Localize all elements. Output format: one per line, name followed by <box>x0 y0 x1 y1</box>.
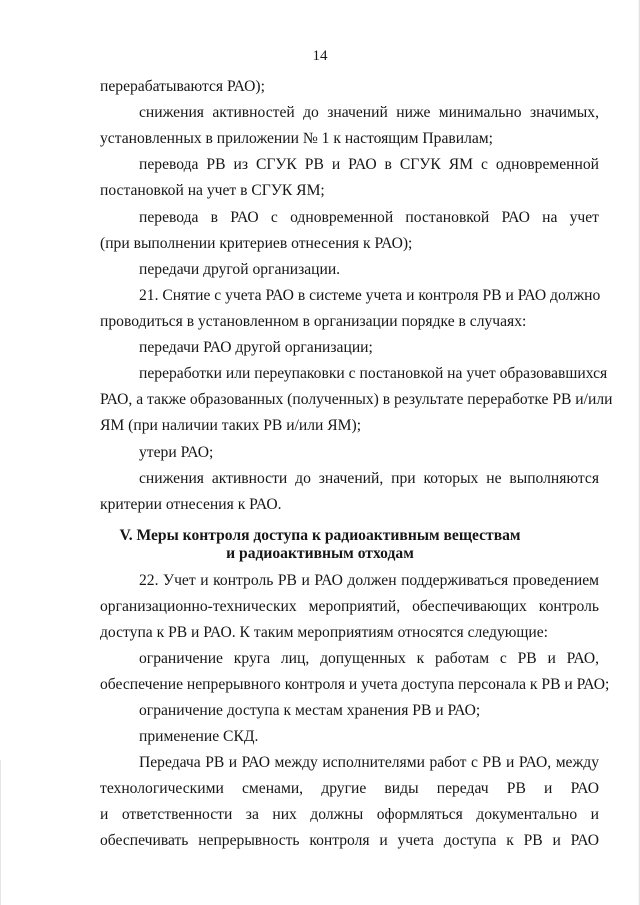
text-line: проводиться в установленном в организации порядке в случаях: <box>100 313 527 330</box>
text-line: применение СКД. <box>139 728 259 745</box>
text-line: и ответственности за них должны оформляться документально и <box>100 806 599 823</box>
text-line: перевода РВ из СГУК РВ и РАО в СГУК ЯМ с одновременной <box>139 156 599 173</box>
page-number: 14 <box>312 48 328 64</box>
text-line: обеспечение непрерывного контроля и учета доступа персонала к РВ и РАО; <box>100 676 610 693</box>
text-line: снижения активности до значений, при которых не выполняются <box>139 470 599 487</box>
text-line: РАО, а также образованных (полученных) в результате переработке РВ и/или <box>100 391 613 408</box>
text-line: технологическими сменами, другие виды передач РВ и РАО <box>100 780 599 797</box>
text-line: снижения активностей до значений ниже минимально значимых, <box>139 104 599 121</box>
text-line: передачи другой организации. <box>139 261 341 278</box>
text-line: перевода в РАО с одновременной постановкой РАО на учет <box>139 209 599 226</box>
text-line: передачи РАО другой организации; <box>139 339 373 356</box>
text-line: переработки или переупаковки с постановкой на учет образовавшихся <box>139 365 608 382</box>
text-line: (при выполнении критериев отнесения к РАО); <box>100 235 413 252</box>
text-line: Передача РВ и РАО между исполнителями работ с РВ и РАО, между <box>139 754 599 771</box>
text-line: 22. Учет и контроль РВ и РАО должен поддерживаться проведением <box>139 572 599 589</box>
text-line: ЯМ (при наличии таких РВ и/или ЯМ); <box>100 417 362 434</box>
text-line: утери РАО; <box>139 444 214 461</box>
text-line: установленных в приложении № 1 к настоящим Правилам; <box>100 130 493 147</box>
text-line: критерии отнесения к РАО. <box>100 496 282 513</box>
text-line: перерабатываются РАО); <box>100 78 265 95</box>
text-line: 21. Снятие с учета РАО в системе учета и контроля РВ и РАО должно <box>139 287 601 304</box>
text-line: ограничение доступа к местам хранения РВ и РАО; <box>139 702 481 719</box>
section-heading: V. Меры контроля доступа к радиоактивным веществам <box>119 527 521 544</box>
text-line: постановкой на учет в СГУК ЯМ; <box>100 182 325 199</box>
text-line: организационно-технических мероприятий, обеспечивающих контроль <box>100 598 599 615</box>
text-line: ограничение круга лиц, допущенных к работам с РВ и РАО, <box>139 650 599 667</box>
text-line: доступа к РВ и РАО. К таким мероприятиям относятся следующие: <box>100 624 549 641</box>
scan-edge <box>0 760 1 905</box>
text-line: обеспечивать непрерывность контроля и учета доступа к РВ и РАО <box>100 832 599 849</box>
section-heading: и радиоактивным отходам <box>226 545 414 562</box>
